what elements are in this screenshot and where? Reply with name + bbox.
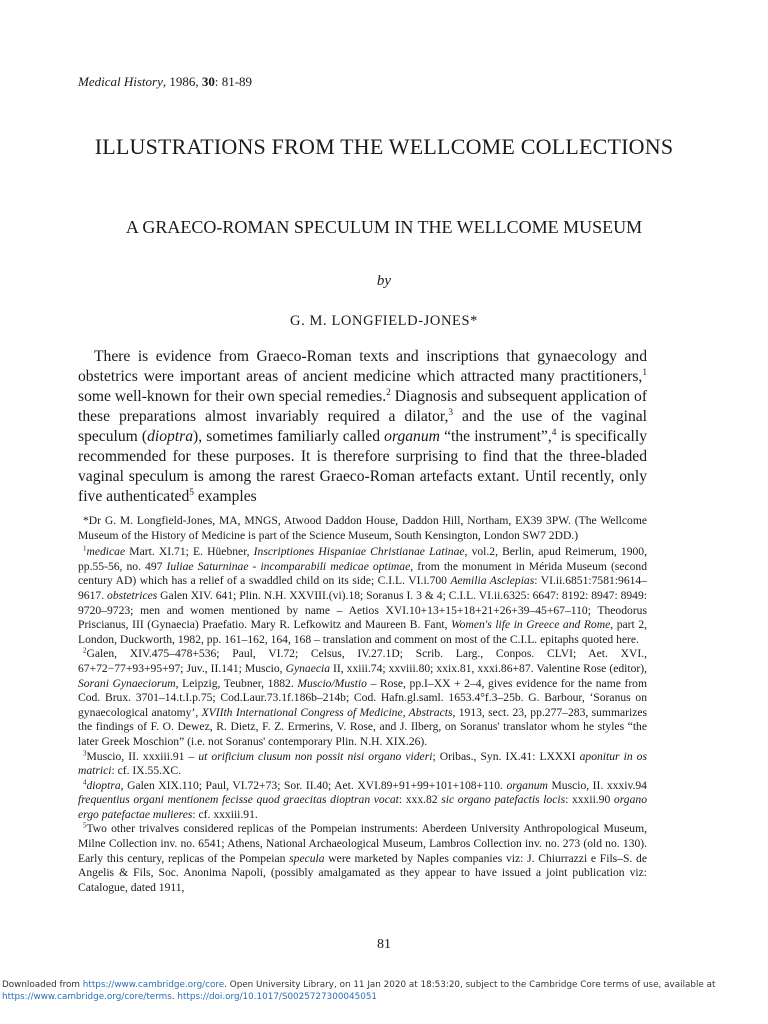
footnote-3: $^3$Muscio, II. xxxiii.91 – ut orificium clusum non possit nisi organo videri; Oribas., Syn. IX.41: LXXXI aponitur in os matrici: cf. IX.55.XC. (78, 748, 647, 778)
doi-link[interactable]: https://doi.org/10.1017/S0025727300045051 (177, 992, 378, 1002)
article-title: ILLUSTRATIONS FROM THE WELLCOME COLLECTIONS (94, 134, 674, 159)
paragraph: There is evidence from Graeco-Roman texts and inscriptions that gynaecology and obstetrics were important areas of ancient medicine which attracted many practitioners,$^1$ some well-known for their own special remedies.$^2$ Diagnosis and subsequent application of these preparations almost invariably required a dilator,$^3$ and the use of the vaginal speculum (dioptra), sometimes familiarly called organum “the instrument”,$^4$ is specifically recommended for these purposes. It is therefore surprising to find that the three-bladed vaginal speculum is among the rarest Graeco-Roman artefacts extant. Until recently, only five authenticated$^5$ examples (78, 348, 648, 505)
terms-link[interactable]: https://www.cambridge.org/core/terms (2, 992, 172, 1002)
cambridge-core-link[interactable]: https://www.cambridge.org/core (82, 980, 225, 990)
footnotes (78, 514, 647, 895)
footnote-4: $^4$dioptra, Galen XIX.110; Paul, VI.72+73; Sor. II.40; Aet. XVI.89+91+99+101+108+110. organum Muscio, II. xxxiv.94 frequentius organi mentionem fecisse quod graecitas dioptran vocat: xxx.82 sic organo patefactis locis: xxxii.90 organo ergo patefactae mulieres: cf. xxxiii.91. (78, 778, 647, 821)
author-name: G. M. LONGFIELD-JONES* (290, 313, 478, 329)
byline: by (376, 273, 392, 289)
author-affiliation-note: *Dr G. M. Longfield-Jones, MA, MNGS, Atwood Daddon House, Daddon Hill, Northam, EX39 3PW. (The Wellcome Museum of the History of Medicine is part of the Science Museum, South Kensington, London SW7 2DD.) (78, 514, 647, 542)
journal-citation: Medical History, 1986, 30: 81-89 (78, 74, 253, 89)
body-text (78, 347, 647, 507)
page-number: 81 (377, 937, 391, 952)
footnote-1: $^1$medicae Mart. XI.71; E. Hüebner, Inscriptiones Hispaniae Christianae Latinae, vol.2, Berlin, apud Reimerum, 1900, pp.55-56, no. 497 Iuliae Saturninae - incomparabili medicae optimae, from the monument in Mérida Museum (second century AD) which has a relief of a swaddled child on its side; C.I.L. VI.i.700 Aemilia Asclepias: VI.ii.6851:7581:9614–9617. obstetrices Galen XIV. 641; Plin. N.H. XXVIII.(vi).18; Soranus I. 3 & 4; C.I.L. VI.ii.6325: 6647: 8192: 8947: 8949: 9720–9723; men and women mentioned by name – Aetios XVI.10+13+15+18+21+26+39–45+67–110; Theodorus Priscianus, III (Gynaecia) Praefatio. Mary R. Lefkowitz and Maureen B. Fant, Women's life in Greece and Rome, part 2, London, Duckworth, 1982, pp. 161–162, 164, 168 – translation and comment on most of the C.I.L. epitaphs quoted here. (78, 544, 648, 646)
footnote-5: $^5$Two other trivalves considered replicas of the Pompeian instruments: Aberdeen University Anthropological Museum, Milne Collection inv. no. 6541; Athens, National Archaeological Museum, Lambros Collection inv. no. 273 (old no. 130). Early this century, replicas of the Pompeian specula were marketed by Naples companies viz: J. Chiurrazzi e Fils–S. de Angelis & Fils, Soc. Anonima Napoli, (possibly amalgamated as they appear to have issued a joint publication viz: Catalogue, dated 1911, (78, 821, 648, 894)
article-subtitle: A GRAECO-ROMAN SPECULUM IN THE WELLCOME MUSEUM (125, 217, 643, 237)
footnote-2: $^2$Galen, XIV.475–478+536; Paul, VI.72; Celsus, IV.27.1D; Scrib. Larg., Conpos. CLVI; Aet. XVI., 67+72−77+93+95+97; Juv., II.141; Muscio, Gynaecia II, xxiii.74; xxviii.80; xxix.81, xxxi.86+87. Valentine Rose (editor), Sorani Gynaeciorum, Leipzig, Teubner, 1882. Muscio/Mustio – Rose, pp.I–XX + 2–4, gives evidence for the name from Cod. Brux. 3701–14.t.I.p.75; Cod.Laur.73.1f.186b–214b; Cod. Hafn.gl.saml. 1653.4°f.3–25b. G. Barbour, ‘Soranus on gynaecological anatomy’, XVIIth International Congress of Medicine, Abstracts, 1913, sect. 23, pp.277–283, summarizes the findings of F. O. Dewez, R. Dietz, F. Z. Ermerins, V. Rose, and J. Ilberg, on Soranus' translator whom he styles “the later Greek Moschion” (i.e. not Soranus' contemporary Plin. N.H. XIX.26). (78, 646, 647, 748)
download-footer: Downloaded from https://www.cambridge.org/core. Open University Library, on 11 Jan 2020 at 18:53:20, subject to the Cambridge Core terms of use, available at https://www.cambridge.org/core/terms. https://doi.org/10.1017/S0025727300045051 (2, 980, 716, 1002)
